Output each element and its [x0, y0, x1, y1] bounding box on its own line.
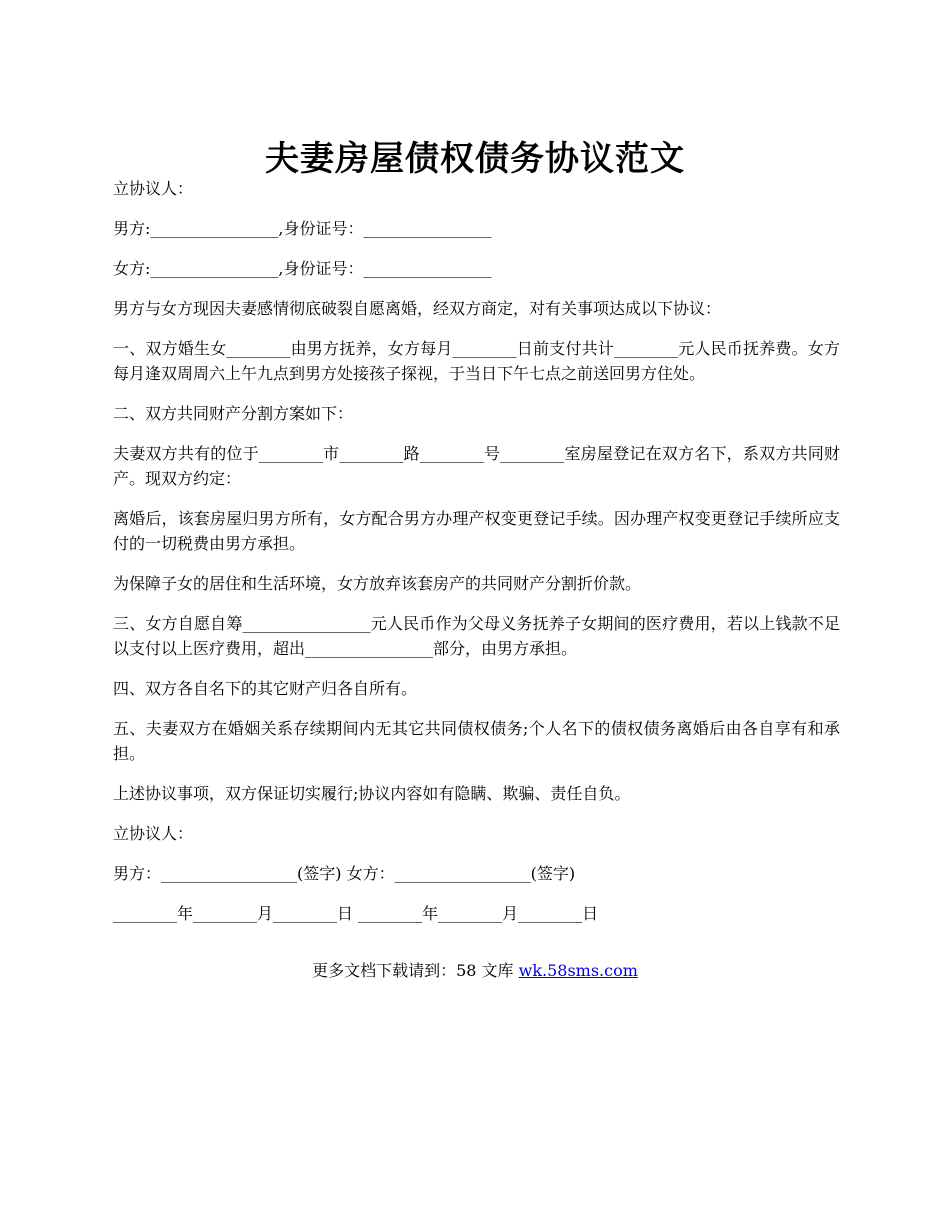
paragraph-parties-heading: 立协议人：	[113, 179, 194, 198]
paragraph-commitment: 上述协议事项，双方保证切实履行;协议内容如有隐瞒、欺骗、责任自负。	[113, 784, 631, 803]
paragraph-clause-2: 二、双方共同财产分割方案如下：	[113, 404, 354, 423]
paragraph-dates: ________年________月________日 ________年________月________日	[113, 904, 599, 923]
paragraph-clause-3: 三、女方自愿自筹________________元人民币作为父母义务抚养子女期间的医疗费用，若以上钱款不足以支付以上医疗费用，超出________________部分，由男方承担。	[113, 614, 840, 658]
footer-link[interactable]: wk.58sms.com	[518, 961, 638, 980]
paragraph-signatories-heading: 立协议人：	[113, 824, 194, 843]
paragraph-property-waiver: 为保障子女的居住和生活环境，女方放弃该套房产的共同财产分割折价款。	[113, 574, 642, 593]
paragraph-clause-4: 四、双方各自名下的其它财产归各自所有。	[113, 679, 418, 698]
footer-text: 更多文档下载请到：58 文库	[312, 961, 519, 980]
paragraph-preamble: 男方与女方现因夫妻感情彻底破裂自愿离婚，经双方商定，对有关事项达成以下协议：	[113, 299, 722, 318]
document-body	[113, 176, 840, 941]
paragraph-clause-1: 一、双方婚生女________由男方抚养，女方每月________日前支付共计________元人民币抚养费。女方每月逢双周周六上午九点到男方处接孩子探视，于当日下午七点之前送回男方住处。	[113, 339, 840, 383]
paragraph-property-ownership: 离婚后，该套房屋归男方所有，女方配合男方办理产权变更登记手续。因办理产权变更登记手续所应支付的一切税费由男方承担。	[113, 509, 840, 553]
paragraph-property-location: 夫妻双方共有的位于________市________路________号________室房屋登记在双方名下，系双方共同财产。现双方约定：	[113, 444, 840, 488]
paragraph-signatures: 男方：_________________(签字) 女方：_________________(签字)	[113, 864, 576, 883]
paragraph-husband-info: 男方:________________,身份证号：________________	[113, 219, 492, 238]
document-title: 夫妻房屋债权债务协议范文	[265, 138, 685, 179]
paragraph-clause-5: 五、夫妻双方在婚姻关系存续期间内无其它共同债权债务;个人名下的债权债务离婚后由各自享有和承担。	[113, 719, 840, 763]
download-footer	[0, 958, 950, 983]
paragraph-wife-info: 女方:________________,身份证号：________________	[113, 259, 492, 278]
